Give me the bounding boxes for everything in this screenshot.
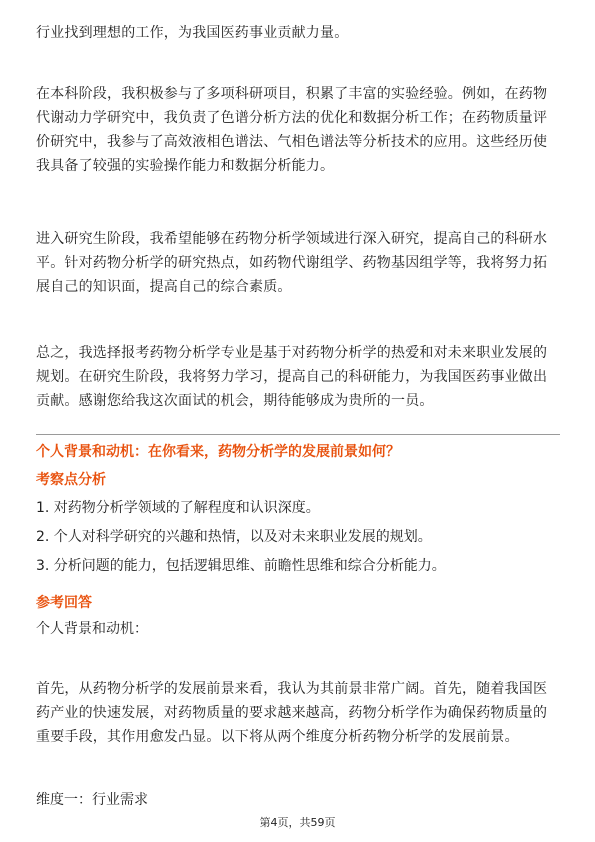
text-line: 进入研究生阶段，我希望能够在药物分析学领域进行深入研究，提高自己的科研水: [36, 231, 548, 247]
answer-heading: 参考回答: [36, 595, 92, 611]
text-line: 总之，我选择报考药物分析学专业是基于对药物分析学的热爱和对未来职业发展的: [36, 345, 548, 361]
analysis-item: 2. 个人对科学研究的兴趣和热情，以及对未来职业发展的规划。: [36, 529, 432, 545]
text-line: 代谢动力学研究中，我负责了色谱分析方法的优化和数据分析工作；在药物质量评: [36, 110, 548, 126]
text-line: 药产业的快速发展，对药物质量的要求越来越高，药物分析学作为确保药物质量的: [36, 705, 548, 721]
text-line: 贡献。感谢您给我这次面试的机会，期待能够成为贵所的一员。: [36, 393, 434, 409]
text-line: 重要手段，其作用愈发凸显。以下将从两个维度分析药物分析学的发展前景。: [36, 729, 519, 745]
analysis-heading: 考察点分析: [36, 472, 106, 488]
text-line: 平。针对药物分析学的研究热点，如药物代谢组学、药物基因组学等，我将努力拓: [36, 255, 548, 271]
analysis-item: 3. 分析问题的能力，包括逻辑思维、前瞻性思维和综合分析能力。: [36, 558, 446, 574]
answer-intro: 个人背景和动机：: [36, 621, 148, 637]
text-line: 在本科阶段，我积极参与了多项科研项目，积累了丰富的实验经验。例如，在药物: [36, 86, 548, 102]
analysis-item: 1. 对药物分析学领域的了解程度和认识深度。: [36, 500, 320, 516]
text-line: 价研究中，我参与了高效液相色谱法、气相色谱法等分析技术的应用。这些经历使: [36, 134, 548, 150]
text-line: 我具备了较强的实验操作能力和数据分析能力。: [36, 158, 335, 174]
text-line: 规划。在研究生阶段，我将努力学习，提高自己的科研能力，为我国医药事业做出: [36, 369, 548, 385]
paragraph-graduate: [36, 227, 560, 299]
page-footer: 第4页，共59页: [259, 816, 336, 829]
paragraph-intro-end: [36, 21, 560, 45]
dimension-heading: 维度一：行业需求: [36, 792, 148, 808]
section-divider: [36, 434, 560, 435]
text-line: 展自己的知识面，提高自己的综合素质。: [36, 279, 292, 295]
paragraph-answer: [36, 677, 560, 749]
paragraph-undergraduate: [36, 82, 560, 178]
text-line: 行业找到理想的工作，为我国医药事业贡献力量。: [36, 25, 349, 41]
text-line: 首先，从药物分析学的发展前景来看，我认为其前景非常广阔。首先，随着我国医: [36, 681, 548, 697]
paragraph-conclusion: [36, 341, 560, 413]
question-title: 个人背景和动机：在你看来，药物分析学的发展前景如何？: [36, 444, 400, 460]
